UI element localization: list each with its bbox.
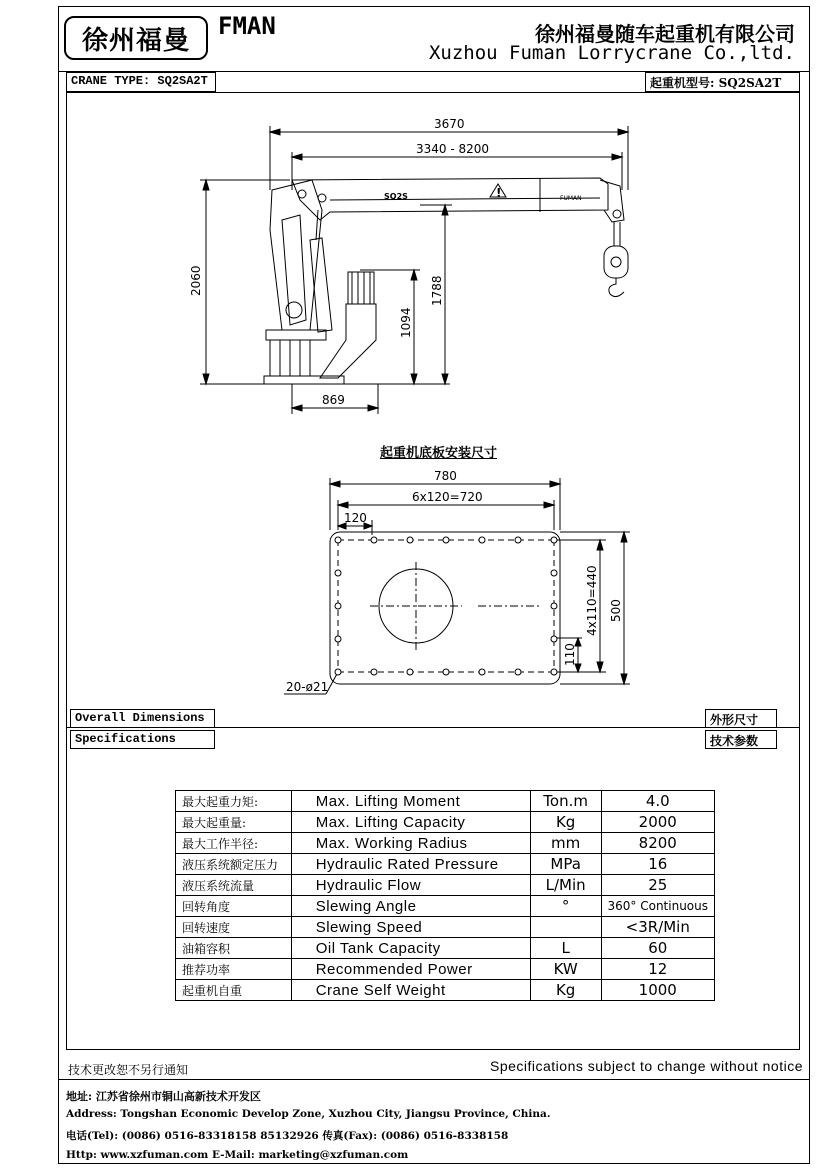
dim-v-pitch: 110 <box>563 643 577 666</box>
warning-icon: ! <box>496 186 502 200</box>
spec-value: 8200 <box>601 833 715 854</box>
dim-boom-range: 3340 - 8200 <box>416 142 490 156</box>
spec-row <box>176 938 715 959</box>
change-notice-cn: 技术更改恕不另行通知 <box>68 1063 189 1077</box>
spec-unit: L/Min <box>530 875 601 896</box>
address-en: Address: Tongshan Economic Develop Zone, Xuzhou City, Jiangsu Province, China. <box>66 1108 551 1120</box>
spec-value: <3R/Min <box>601 917 715 938</box>
spec-unit: MPa <box>530 854 601 875</box>
spec-unit: ° <box>530 896 601 917</box>
spec-name-cn: 液压系统额定压力 <box>176 854 292 875</box>
spec-name-en: Slewing Angle <box>291 896 530 917</box>
spec-name-en: Slewing Speed <box>291 917 530 938</box>
spec-name-en: Hydraulic Rated Pressure <box>291 854 530 875</box>
spec-name-cn: 液压系统流量 <box>176 875 292 896</box>
dim-v-span: 4x110=440 <box>585 565 599 636</box>
baseplate-title: 起重机底板安装尺寸 <box>380 446 498 461</box>
spec-name-en: Recommended Power <box>291 959 530 980</box>
spec-name-en: Hydraulic Flow <box>291 875 530 896</box>
spec-name-en: Max. Lifting Capacity <box>291 812 530 833</box>
spec-row <box>176 812 715 833</box>
contact-phone: 电话(Tel): (0086) 0516-83318158 85132926 传真(Fax): (0086) 0516-8338158 <box>66 1130 509 1142</box>
spec-row <box>176 791 715 812</box>
dim-hole-pitch: 120 <box>344 511 367 525</box>
spec-name-cn: 推荐功率 <box>176 959 292 980</box>
brand-name: FMAN <box>218 12 276 40</box>
spec-name-cn: 最大起重量: <box>176 812 292 833</box>
change-notice-en: Specifications subject to change without notice <box>489 1058 803 1074</box>
dim-height-base: 1094 <box>399 307 413 338</box>
overall-dimensions-label: Overall Dimensions <box>70 709 215 728</box>
boom-label: SQ2S <box>384 192 408 201</box>
spec-unit <box>530 917 601 938</box>
crane-type-cn: 起重机型号: SQ2SA2T <box>645 72 800 92</box>
company-name-cn: 徐州福曼随车起重机有限公司 <box>535 22 795 46</box>
dim-base-width: 869 <box>322 393 345 407</box>
contact-web: Http: www.xzfuman.com E-Mail: marketing@xzfuman.com <box>66 1149 409 1161</box>
spec-value: 360° Continuous <box>601 896 715 917</box>
spec-name-en: Oil Tank Capacity <box>291 938 530 959</box>
spec-name-en: Max. Working Radius <box>291 833 530 854</box>
spec-row <box>176 980 715 1001</box>
dim-height-boom: 1788 <box>430 275 444 306</box>
spec-row <box>176 875 715 896</box>
spec-name-cn: 最大起重力矩: <box>176 791 292 812</box>
spec-unit: L <box>530 938 601 959</box>
spec-row <box>176 917 715 938</box>
spec-value: 16 <box>601 854 715 875</box>
overall-dimensions-label-cn: 外形尺寸 <box>705 709 777 728</box>
dim-hole-span: 6x120=720 <box>412 490 483 504</box>
dim-plate-height: 500 <box>609 599 623 622</box>
spec-table <box>175 790 715 1001</box>
spec-name-cn: 油箱容积 <box>176 938 292 959</box>
company-name-en: Xuzhou Fuman Lorrycrane Co.,ltd. <box>428 42 795 64</box>
specifications-label: Specifications <box>70 730 215 749</box>
spec-row <box>176 833 715 854</box>
spec-value: 25 <box>601 875 715 896</box>
spec-name-en: Crane Self Weight <box>291 980 530 1001</box>
spec-unit: mm <box>530 833 601 854</box>
dim-hole-count: 20-ø21 <box>286 680 329 694</box>
spec-unit: Ton.m <box>530 791 601 812</box>
spec-value: 2000 <box>601 812 715 833</box>
spec-value: 4.0 <box>601 791 715 812</box>
spec-row <box>176 959 715 980</box>
spec-name-cn: 回转角度 <box>176 896 292 917</box>
spec-unit: Kg <box>530 980 601 1001</box>
spec-name-cn: 回转速度 <box>176 917 292 938</box>
boom-brand-label: FUMAN <box>560 195 582 202</box>
spec-value: 12 <box>601 959 715 980</box>
spec-value: 1000 <box>601 980 715 1001</box>
baseplate-drawing <box>0 460 835 710</box>
spec-name-cn: 最大工作半径: <box>176 833 292 854</box>
footer-divider <box>58 1079 810 1080</box>
dim-height-total: 2060 <box>189 265 203 296</box>
spec-unit: Kg <box>530 812 601 833</box>
dim-plate-width: 780 <box>434 469 457 483</box>
crane-type-en: CRANE TYPE: SQ2SA2T <box>66 72 216 92</box>
spec-unit: KW <box>530 959 601 980</box>
spec-name-en: Max. Lifting Moment <box>291 791 530 812</box>
logo-text: 徐州福曼 <box>81 25 190 56</box>
dim-overall-length: 3670 <box>434 117 465 131</box>
spec-name-cn: 起重机自重 <box>176 980 292 1001</box>
spec-row <box>176 896 715 917</box>
spec-row <box>176 854 715 875</box>
address-cn: 地址: 江苏省徐州市铜山高新技术开发区 <box>66 1090 261 1103</box>
crane-elevation-drawing <box>0 0 835 440</box>
specifications-label-cn: 技术参数 <box>705 730 777 749</box>
spec-value: 60 <box>601 938 715 959</box>
